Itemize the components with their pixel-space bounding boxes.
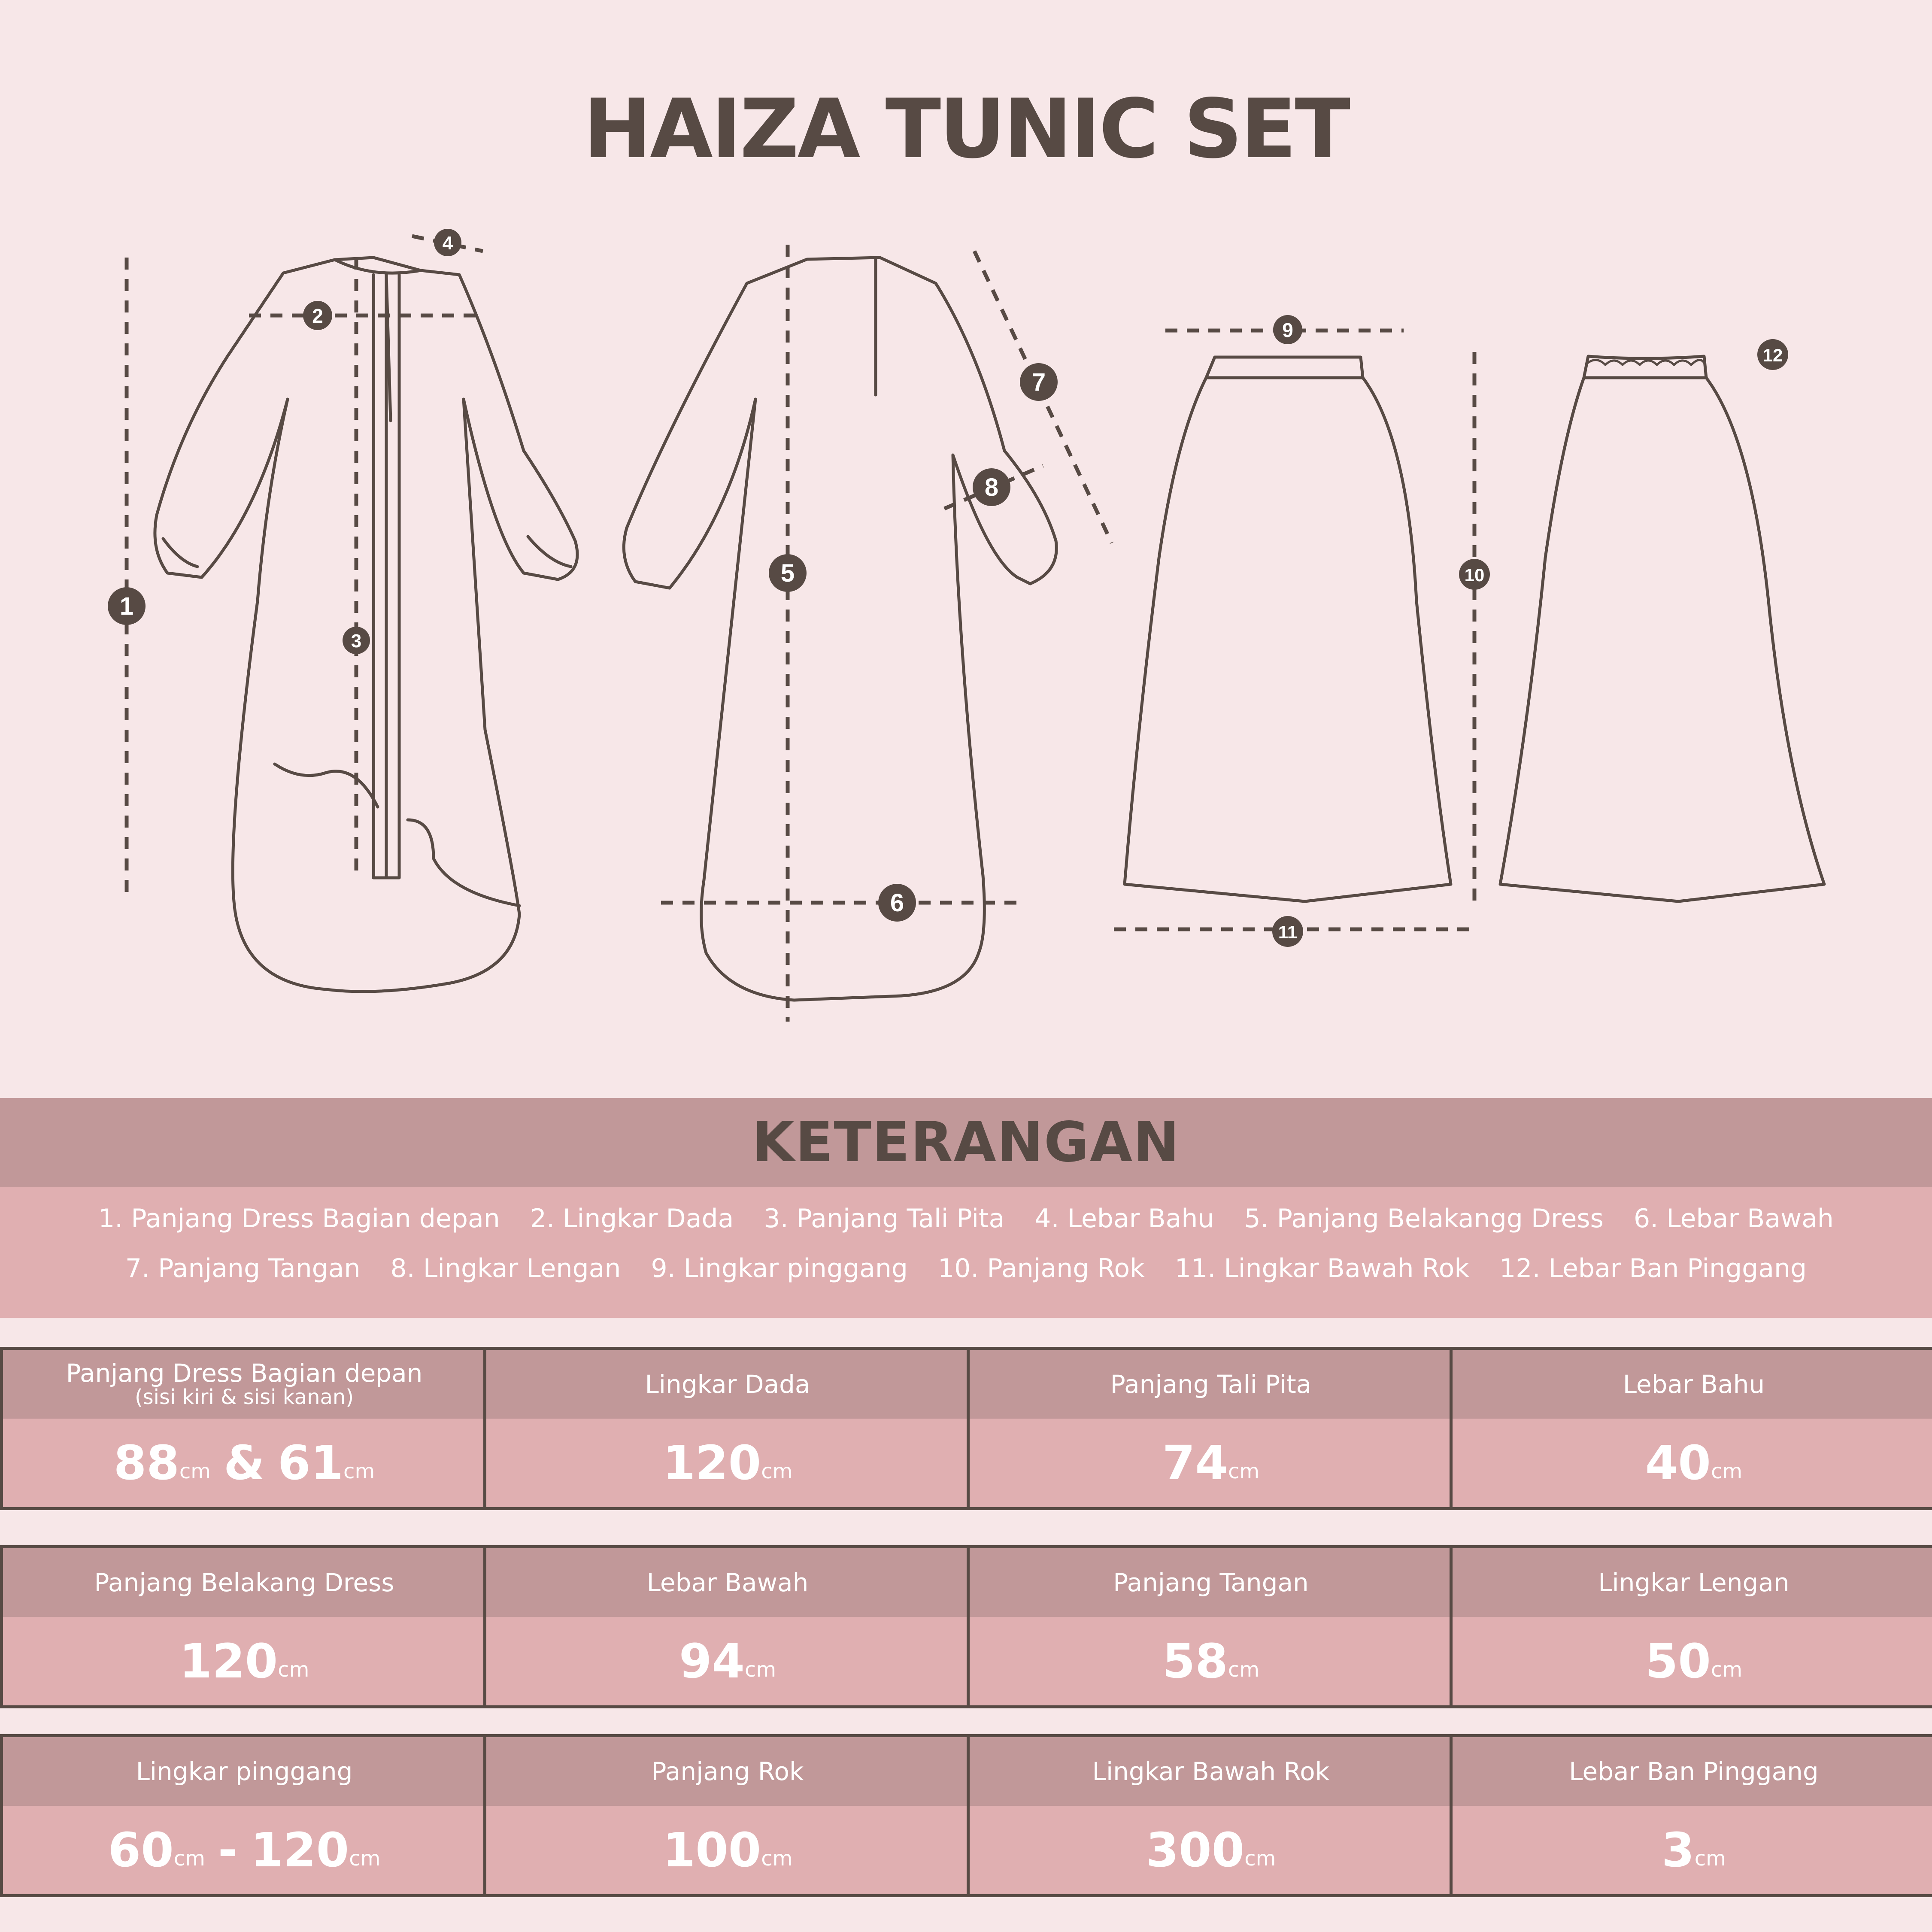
measurement-label: Lingkar Dada: [486, 1350, 969, 1419]
svg-text:7: 7: [1031, 368, 1046, 396]
measurement-value: 40: [1645, 1435, 1711, 1490]
svg-text:10: 10: [1464, 565, 1485, 585]
marker-3: [343, 627, 370, 654]
measurement-value: 88: [113, 1435, 179, 1490]
measurement-value: 120: [179, 1634, 278, 1689]
legend-item: 2. Lingkar Dada: [530, 1204, 734, 1234]
measurement-label: Lingkar pinggang: [3, 1737, 485, 1806]
svg-text:3: 3: [351, 631, 362, 652]
marker-11: [1272, 916, 1303, 947]
measurement-cell-back-length: [0, 1545, 488, 1708]
measurement-value-2: 61: [277, 1435, 344, 1490]
marker-2: [303, 301, 332, 330]
legend-item: 6. Lebar Bawah: [1633, 1204, 1834, 1234]
back-dress-outline: [624, 258, 1056, 1000]
legend-row-1: [0, 1204, 1932, 1234]
legend-item: 10. Panjang Rok: [938, 1253, 1145, 1283]
marker-4: [434, 229, 461, 256]
legend-item: 8. Lingkar Lengan: [390, 1253, 621, 1283]
legend-item: 5. Panjang Belakangg Dress: [1244, 1204, 1604, 1234]
measurement-cell-tie-length: [967, 1347, 1455, 1510]
measurement-label: Panjang Rok: [486, 1737, 969, 1806]
separator: &: [224, 1435, 265, 1490]
measurement-value: 50: [1645, 1634, 1711, 1689]
unit: cm: [1694, 1847, 1726, 1871]
measurement-value: 120: [662, 1435, 761, 1490]
legend-panel: [0, 1187, 1932, 1318]
unit: cm: [1228, 1459, 1260, 1483]
measurement-cell-arm-circumference: [1450, 1545, 1932, 1708]
svg-text:5: 5: [780, 559, 795, 587]
unit: cm: [278, 1658, 309, 1682]
measurement-label: Lingkar Lengan: [1453, 1548, 1932, 1617]
measurement-row-2: [0, 1545, 1932, 1708]
unit: cm: [1228, 1658, 1260, 1682]
measurement-row-3: [0, 1734, 1932, 1897]
unit: cm: [173, 1847, 205, 1871]
keterangan-heading: KETERANGAN: [0, 1098, 1932, 1187]
measurement-label: Panjang Belakang Dress: [3, 1548, 485, 1617]
measurement-value: 100: [662, 1823, 761, 1877]
measurement-label: Panjang Tali Pita: [970, 1350, 1452, 1419]
page-title: HAIZA TUNIC SET: [583, 82, 1349, 176]
measurement-value: 300: [1146, 1823, 1245, 1877]
svg-text:1: 1: [119, 592, 134, 620]
svg-text:6: 6: [890, 889, 904, 917]
legend-item: 12. Lebar Ban Pinggang: [1499, 1253, 1807, 1283]
front-tie: [373, 275, 399, 878]
skirt-front-outline: [1125, 357, 1451, 901]
svg-text:4: 4: [442, 233, 453, 254]
unit: cm: [343, 1459, 375, 1483]
measurement-value: 74: [1162, 1435, 1228, 1490]
unit: cm: [1244, 1847, 1276, 1871]
legend-item: 1. Panjang Dress Bagian depan: [98, 1204, 500, 1234]
marker-12: [1757, 339, 1788, 370]
unit: cm: [1711, 1658, 1743, 1682]
separator: -: [218, 1823, 238, 1877]
unit: cm: [349, 1847, 381, 1871]
unit: cm: [179, 1459, 211, 1483]
measurement-cell-waistband: [1450, 1734, 1932, 1897]
marker-6: [878, 884, 916, 922]
measurement-cell-skirt-length: [483, 1734, 972, 1897]
unit: cm: [1711, 1459, 1743, 1483]
svg-text:8: 8: [984, 473, 999, 501]
measurement-label: Panjang Dress Bagian depan: [66, 1359, 423, 1388]
measurement-cell-waist: [0, 1734, 488, 1897]
skirt-back-outline: [1500, 356, 1824, 901]
unit: cm: [744, 1658, 776, 1682]
marker-7: [1020, 363, 1058, 401]
front-dress-outline: [155, 258, 577, 992]
measurement-cell-sleeve-length: [967, 1545, 1455, 1708]
measurement-label: Lebar Ban Pinggang: [1453, 1737, 1932, 1806]
svg-text:9: 9: [1282, 319, 1293, 341]
measurement-value: 94: [679, 1634, 745, 1689]
marker-1: [108, 587, 146, 625]
marker-10: [1459, 559, 1490, 590]
legend-item: 7. Panjang Tangan: [125, 1253, 361, 1283]
unit: cm: [761, 1847, 793, 1871]
measurement-label: Lingkar Bawah Rok: [970, 1737, 1452, 1806]
measurement-cell-front-length: [0, 1347, 488, 1510]
measurement-cell-shoulder: [1450, 1347, 1932, 1510]
measurement-sublabel: (sisi kiri & sisi kanan): [134, 1385, 354, 1410]
measurement-label: Lebar Bahu: [1453, 1350, 1932, 1419]
measurement-label: Lebar Bawah: [486, 1548, 969, 1617]
measurement-value: 3: [1662, 1823, 1695, 1877]
svg-text:12: 12: [1762, 345, 1783, 365]
legend-item: 9. Lingkar pinggang: [651, 1253, 908, 1283]
marker-9: [1273, 315, 1302, 344]
legend-item: 4. Lebar Bahu: [1034, 1204, 1214, 1234]
legend-row-2: [0, 1253, 1932, 1283]
svg-text:2: 2: [312, 305, 323, 327]
measurement-row-1: [0, 1347, 1932, 1510]
measurement-cell-hem-width: [483, 1545, 972, 1708]
marker-5: [769, 554, 807, 592]
measurement-cell-chest: [483, 1347, 972, 1510]
measurement-label: Panjang Tangan: [970, 1548, 1452, 1617]
measurement-value-2: 120: [250, 1823, 349, 1877]
measurement-cell-skirt-hem: [967, 1734, 1455, 1897]
unit: cm: [761, 1459, 793, 1483]
marker-8: [973, 468, 1010, 506]
svg-text:11: 11: [1278, 922, 1298, 942]
legend-item: 11. Lingkar Bawah Rok: [1174, 1253, 1470, 1283]
measurement-value: 60: [108, 1823, 174, 1877]
measurement-value: 58: [1162, 1634, 1228, 1689]
legend-item: 3. Panjang Tali Pita: [764, 1204, 1005, 1234]
